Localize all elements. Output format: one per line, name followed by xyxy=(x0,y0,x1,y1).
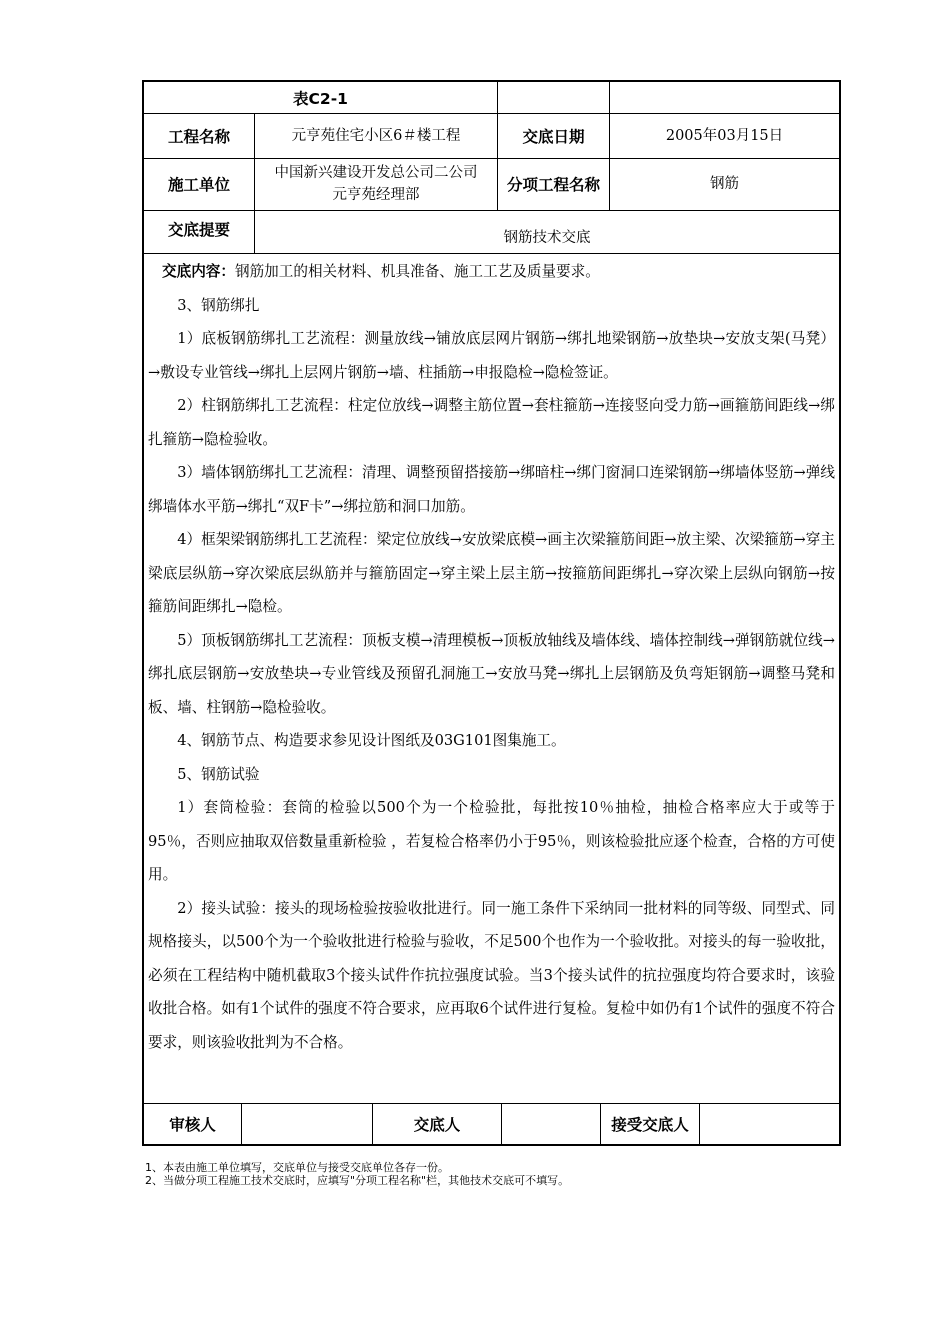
content-intro-text: 钢筋加工的相关材料、机具准备、施工工艺及质量要求。 xyxy=(234,263,600,280)
content-paragraph: 5、钢筋试验 xyxy=(177,765,260,783)
unit-line-1: 中国新兴建设开发总公司二公司 xyxy=(274,165,478,181)
project-name-label: 工程名称 xyxy=(144,113,255,158)
date-label: 交底日期 xyxy=(498,113,610,158)
footnote-1: 1、本表由施工单位填写，交底单位与接受交底单位各存一份。 xyxy=(145,1161,449,1174)
empty-cell xyxy=(498,82,610,113)
content-paragraph: 4）框架梁钢筋绑扎工艺流程：梁定位放线→安放梁底模→画主次梁箍筋间距→放主梁、次梁箍筋→穿主梁底层纵筋→穿次梁底层纵筋并与箍筋固定→穿主梁上层主筋→按箍筋间距绑扎→穿次梁上层纵向钢筋→按箍筋间距绑扎→隐检。 xyxy=(148,531,835,615)
presenter-label: 交底人 xyxy=(373,1104,502,1144)
signature-row xyxy=(144,1104,839,1144)
content-paragraph: 1）套筒检验：套筒的检验以500个为一个检验批，每批按10％抽检，抽检合格率应大于或等于95％，否则应抽取双倍数量重新检验 ，若复检合格率仍小于95％，则该检验批应逐个检查，合格的方可使用。 xyxy=(148,799,835,883)
unit-value xyxy=(255,158,498,210)
unit-row xyxy=(144,158,839,211)
table-number: 表C2-1 xyxy=(144,82,498,113)
empty-cell xyxy=(610,82,839,113)
unit-line-2: 元亨苑经理部 xyxy=(332,187,420,203)
form-header-row xyxy=(144,82,839,114)
disclosure-content xyxy=(144,253,839,1104)
content-intro-label: 交底内容： xyxy=(162,263,235,280)
footnote-2: 2、当做分项工程施工技术交底时，应填写"分项工程名称"栏，其他技术交底可不填写。 xyxy=(145,1174,570,1187)
summary-label: 交底提要 xyxy=(144,210,255,253)
date-value: 2005年03月15日 xyxy=(665,127,784,144)
subproject-label: 分项工程名称 xyxy=(498,158,610,210)
content-intro xyxy=(148,255,835,289)
content-paragraph: 4、钢筋节点、构造要求参见设计图纸及03G101图集施工。 xyxy=(177,732,566,749)
receiver-label: 接受交底人 xyxy=(601,1104,700,1144)
content-paragraph: 3）墙体钢筋绑扎工艺流程：清理、调整预留搭接筋→绑暗柱→绑门窗洞口连梁钢筋→绑墙体竖筋→弹线绑墙体水平筋→绑扎“双F卡”→绑拉筋和洞口加筋。 xyxy=(148,464,835,515)
summary-row xyxy=(144,210,839,254)
subproject-value: 钢筋 xyxy=(710,176,739,192)
presenter-signature xyxy=(502,1104,601,1144)
content-paragraph: 3、钢筋绑扎 xyxy=(177,296,260,314)
content-paragraph: 2）接头试验：接头的现场检验按验收批进行。同一施工条件下采纳同一批材料的同等级、同型式、同规格接头，以500个为一个验收批进行检验与验收，不足500个也作为一个验收批。对接头的每一验收批，必须在工程结构中随机截取3个接头试件作抗拉强度试验。当3个接头试件的抗拉强度均符合要求时，该验收批合格。如有1个试件的强度不符合要求，应再取6个试件进行复检。复检中如仍有1个试件的强度不符合要求，则该验收批判为不合格。 xyxy=(148,899,835,1051)
receiver-signature xyxy=(700,1104,839,1144)
unit-label: 施工单位 xyxy=(144,158,255,210)
project-row xyxy=(144,113,839,159)
reviewer-signature xyxy=(242,1104,373,1144)
project-name-value: 元亨苑住宅小区6＃楼工程 xyxy=(255,113,498,158)
content-paragraph: 5）顶板钢筋绑扎工艺流程：顶板支模→清理模板→顶板放轴线及墙体线、墙体控制线→弹钢筋就位线→绑扎底层钢筋→安放垫块→专业管线及预留孔洞施工→安放马凳→绑扎上层钢筋及负弯矩钢筋→调整马凳和板、墙、柱钢筋→隐检验收。 xyxy=(148,631,835,716)
disclosure-form xyxy=(142,80,841,1146)
content-paragraph: 2）柱钢筋绑扎工艺流程：柱定位放线→调整主筋位置→套柱箍筋→连接竖向受力筋→画箍筋间距线→绑扎箍筋→隐检验收。 xyxy=(148,397,835,448)
content-paragraph: 1）底板钢筋绑扎工艺流程：测量放线→铺放底层网片钢筋→绑扎地梁钢筋→放垫块→安放支架(马凳）→敷设专业管线→绑扎上层网片钢筋→墙、柱插筋→申报隐检→隐检签证。 xyxy=(148,330,835,381)
reviewer-label: 审核人 xyxy=(144,1104,242,1144)
summary-value: 钢筋技术交底 xyxy=(503,230,591,246)
